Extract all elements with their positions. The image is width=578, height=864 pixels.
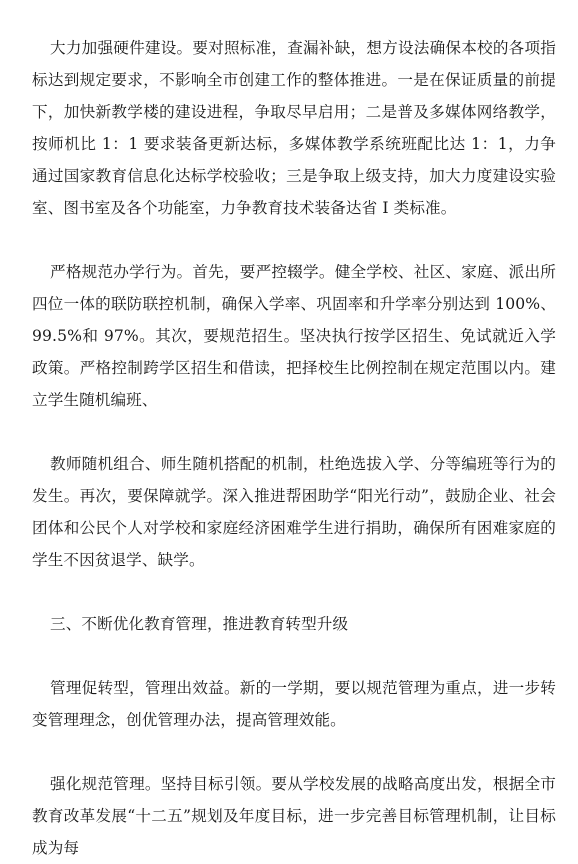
paragraph-management: 管理促转型，管理出效益。新的一学期，要以规范管理为重点，进一步转变管理理念，创优管理办法，提高管理效能。 xyxy=(32,679,556,729)
paragraph-regulate-part1: 严格规范办学行为。首先，要严控辍学。健全学校、社区、家庭、派出所四位一体的联防联控机制，确保入学率、巩固率和升学率分别达到 100%、99.5%和 97%。其次，要规范招生。坚决执行按学区招生、免试就近入学政策。严格控制跨学区招生和借读，把择校生比例控制在规定范围以内。建立学生随机编班、 xyxy=(32,263,556,409)
paragraph-standardize: 强化规范管理。坚持目标引领。要从学校发展的战略高度出发，根据全市教育改革发展“十二五”规划及年度目标，进一步完善目标管理机制，让目标成为每 xyxy=(32,775,556,857)
paragraph-hardware: 大力加强硬件建设。要对照标准，查漏补缺，想方设法确保本校的各项指标达到规定要求，不影响全市创建工作的整体推进。一是在保证质量的前提下，加快新教学楼的建设进程，争取尽早启用；二是普及多媒体网络教学，按师机比 1：1 要求装备更新达标，多媒体教学系统班配比达 1：1，力争通过国家教育信息化达标学校验收；三是争取上级支持，加大力度建设实验室、图书室及各个功能室，力争教育技术装备达省 I 类标准。 xyxy=(32,39,556,217)
paragraph-spacer xyxy=(32,416,556,448)
paragraph-spacer xyxy=(32,576,556,608)
section-heading: 三、不断优化教育管理，推进教育转型升级 xyxy=(50,615,349,633)
paragraph-spacer xyxy=(32,224,556,256)
paragraph-spacer xyxy=(32,640,556,672)
paragraph-spacer xyxy=(32,736,556,768)
paragraph-regulate-part2: 教师随机组合、师生随机搭配的机制，杜绝选拔入学、分等编班等行为的发生。再次，要保障就学。深入推进帮困助学“阳光行动”，鼓励企业、社会团体和公民个人对学校和家庭经济困难学生进行捐助，确保所有困难家庭的学生不因贫退学、缺学。 xyxy=(32,455,556,569)
